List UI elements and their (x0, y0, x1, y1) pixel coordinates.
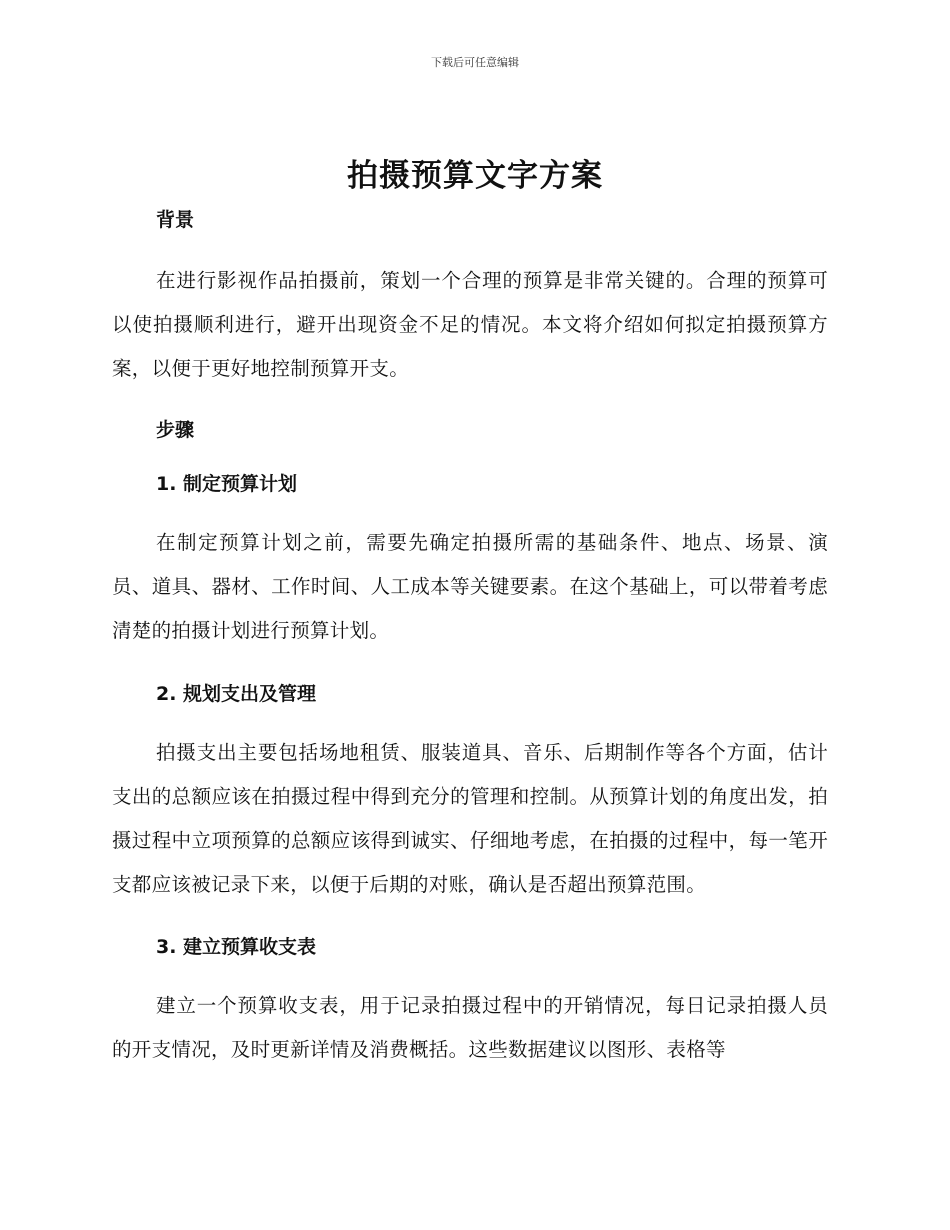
step-heading-3: 3. 建立预算收支表 (156, 936, 317, 958)
paragraph-step-2: 拍摄支出主要包括场地租赁、服装道具、音乐、后期制作等各个方面，估计支出的总额应该在拍摄过程中得到充分的管理和控制。从预算计划的角度出发，拍摄过程中立项预算的总额应该得到诚实、仔细地考虑，在拍摄的过程中，每一笔开支都应该被记录下来，以便于后期的对账，确认是否超出预算范围。 (112, 741, 828, 896)
paragraph-step-3: 建立一个预算收支表，用于记录拍摄过程中的开销情况，每日记录拍摄人员的开支情况，及时更新详情及消费概括。这些数据建议以图形、表格等 (112, 994, 828, 1061)
paragraph-background: 在进行影视作品拍摄前，策划一个合理的预算是非常关键的。合理的预算可以使拍摄顺利进行，避开出现资金不足的情况。本文将介绍如何拟定拍摄预算方案，以便于更好地控制预算开支。 (112, 269, 828, 380)
step-heading-1: 1. 制定预算计划 (156, 473, 298, 495)
section-heading-background: 背景 (156, 209, 195, 231)
document-title: 拍摄预算文字方案 (347, 158, 603, 194)
paragraph-step-1: 在制定预算计划之前，需要先确定拍摄所需的基础条件、地点、场景、演员、道具、器材、工作时间、人工成本等关键要素。在这个基础上，可以带着考虑清楚的拍摄计划进行预算计划。 (112, 531, 828, 642)
document-body (112, 200, 828, 1072)
header-note: 下载后可任意编辑 (431, 56, 519, 69)
section-heading-steps: 步骤 (156, 419, 195, 441)
step-heading-2: 2. 规划支出及管理 (156, 683, 317, 705)
